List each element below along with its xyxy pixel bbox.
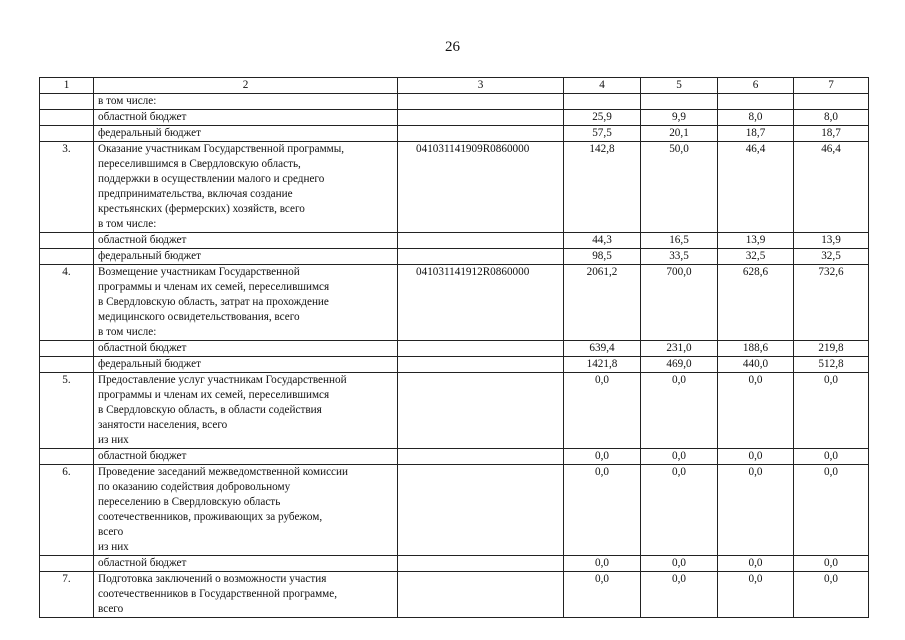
table-cell-c2: областной бюджет	[94, 341, 398, 357]
table-cell-c3	[398, 572, 564, 618]
table-cell-c7: 18,7	[794, 126, 869, 142]
table-cell-c2: федеральный бюджет	[94, 249, 398, 265]
table-row	[40, 572, 869, 618]
table-cell-c5: 20,1	[641, 126, 718, 142]
table-cell-c7: 46,4	[794, 142, 869, 233]
table-row	[40, 465, 869, 556]
table-cell-c2: областной бюджет	[94, 449, 398, 465]
table-cell-c5: 469,0	[641, 357, 718, 373]
table-cell-c4: 142,8	[564, 142, 641, 233]
table-cell-c3	[398, 465, 564, 556]
table-cell-c4: 0,0	[564, 556, 641, 572]
table-cell-c6: 0,0	[718, 449, 794, 465]
table-cell-c6: 188,6	[718, 341, 794, 357]
table-cell-c1: 4.	[40, 265, 94, 341]
table-cell-c5: 0,0	[641, 465, 718, 556]
table-cell-c1: 7.	[40, 572, 94, 618]
table-row	[40, 265, 869, 341]
table-cell-c4: 639,4	[564, 341, 641, 357]
table-row	[40, 233, 869, 249]
table-cell-c4: 0,0	[564, 572, 641, 618]
table-cell-c5: 0,0	[641, 449, 718, 465]
table-cell-c3	[398, 373, 564, 449]
page-number: 26	[445, 39, 460, 55]
table-cell-c7: 0,0	[794, 449, 869, 465]
table-cell-c7	[794, 94, 869, 110]
table-row	[40, 373, 869, 449]
table-cell-c1: 3.	[40, 142, 94, 233]
table-cell-c3	[398, 94, 564, 110]
table-cell-c3: 041031141912R0860000	[398, 265, 564, 341]
table-cell-c6: 440,0	[718, 357, 794, 373]
table-row	[40, 249, 869, 265]
column-header: 6	[718, 78, 794, 94]
table-row	[40, 449, 869, 465]
table-cell-c1: 6.	[40, 465, 94, 556]
table-cell-c5: 16,5	[641, 233, 718, 249]
table-cell-c3	[398, 357, 564, 373]
table-cell-c6: 32,5	[718, 249, 794, 265]
table-cell-c1	[40, 249, 94, 265]
table-cell-c3	[398, 449, 564, 465]
table-cell-c7: 13,9	[794, 233, 869, 249]
table-cell-c2: федеральный бюджет	[94, 357, 398, 373]
column-header: 7	[794, 78, 869, 94]
table-cell-c4	[564, 94, 641, 110]
table-cell-c6: 0,0	[718, 572, 794, 618]
table-cell-c1: 5.	[40, 373, 94, 449]
column-header: 2	[94, 78, 398, 94]
table-cell-c4: 1421,8	[564, 357, 641, 373]
table-cell-c7: 0,0	[794, 556, 869, 572]
table-cell-c7: 732,6	[794, 265, 869, 341]
table-cell-c3	[398, 341, 564, 357]
table-cell-c3	[398, 126, 564, 142]
table-cell-c4: 2061,2	[564, 265, 641, 341]
table-cell-c3	[398, 556, 564, 572]
table-cell-c5: 0,0	[641, 373, 718, 449]
table-cell-c7: 0,0	[794, 373, 869, 449]
table-cell-c7: 8,0	[794, 110, 869, 126]
table-cell-c1	[40, 357, 94, 373]
table-cell-c4: 98,5	[564, 249, 641, 265]
table-cell-c4: 57,5	[564, 126, 641, 142]
table-row	[40, 94, 869, 110]
table-cell-c2: Оказание участникам Государственной программы, переселившимся в Свердловскую область, поддержки в осуществлении малого и среднего предпринимательства, включая создание крестьянских (фермерских) хозяйств, всего в том числе:	[94, 142, 398, 233]
table-cell-c3	[398, 233, 564, 249]
table-cell-c2: Возмещение участникам Государственной программы и членам их семей, переселившимся в Свердловскую область, затрат на прохождение медицинского освидетельствования, всего в том числе:	[94, 265, 398, 341]
table-cell-c5: 231,0	[641, 341, 718, 357]
table-cell-c5: 0,0	[641, 556, 718, 572]
table-cell-c5: 50,0	[641, 142, 718, 233]
table-cell-c7: 219,8	[794, 341, 869, 357]
table-cell-c2: областной бюджет	[94, 110, 398, 126]
table-row	[40, 357, 869, 373]
table-cell-c6	[718, 94, 794, 110]
table-cell-c5: 0,0	[641, 572, 718, 618]
table-cell-c2: Проведение заседаний межведомственной комиссии по оказанию содействия добровольному переселению в Свердловскую область соотечественников, проживающих за рубежом, всего из них	[94, 465, 398, 556]
table-cell-c2: областной бюджет	[94, 233, 398, 249]
column-header: 1	[40, 78, 94, 94]
table-cell-c1	[40, 341, 94, 357]
table-cell-c6: 8,0	[718, 110, 794, 126]
table-cell-c6: 46,4	[718, 142, 794, 233]
table-cell-c7: 0,0	[794, 465, 869, 556]
table-cell-c6: 628,6	[718, 265, 794, 341]
table-cell-c4: 0,0	[564, 373, 641, 449]
column-header: 3	[398, 78, 564, 94]
table-cell-c4: 0,0	[564, 465, 641, 556]
table-cell-c5: 700,0	[641, 265, 718, 341]
table-cell-c3: 041031141909R0860000	[398, 142, 564, 233]
column-header: 5	[641, 78, 718, 94]
table-cell-c7: 32,5	[794, 249, 869, 265]
table-cell-c5: 9,9	[641, 110, 718, 126]
table-cell-c1	[40, 449, 94, 465]
table-cell-c1	[40, 233, 94, 249]
table-cell-c1	[40, 94, 94, 110]
table-cell-c2: в том числе:	[94, 94, 398, 110]
table-cell-c6: 0,0	[718, 373, 794, 449]
table-cell-c6: 0,0	[718, 556, 794, 572]
table-cell-c2: Подготовка заключений о возможности участия соотечественников в Государственной программе, всего	[94, 572, 398, 618]
budget-table	[39, 77, 869, 618]
table-cell-c2: областной бюджет	[94, 556, 398, 572]
table-cell-c6: 0,0	[718, 465, 794, 556]
table-row	[40, 126, 869, 142]
table-row	[40, 142, 869, 233]
table-cell-c6: 18,7	[718, 126, 794, 142]
table-cell-c1	[40, 110, 94, 126]
table-cell-c4: 25,9	[564, 110, 641, 126]
table-row	[40, 110, 869, 126]
table-header-row	[40, 78, 869, 94]
table-cell-c3	[398, 110, 564, 126]
table-cell-c4: 0,0	[564, 449, 641, 465]
table-cell-c2: федеральный бюджет	[94, 126, 398, 142]
table-cell-c3	[398, 249, 564, 265]
table-cell-c5: 33,5	[641, 249, 718, 265]
table-cell-c5	[641, 94, 718, 110]
table-cell-c7: 512,8	[794, 357, 869, 373]
table-cell-c1	[40, 126, 94, 142]
table-cell-c1	[40, 556, 94, 572]
table-cell-c6: 13,9	[718, 233, 794, 249]
table-cell-c4: 44,3	[564, 233, 641, 249]
table-cell-c7: 0,0	[794, 572, 869, 618]
table-cell-c2: Предоставление услуг участникам Государственной программы и членам их семей, переселившимся в Свердловскую область, в области содействия занятости населения, всего из них	[94, 373, 398, 449]
column-header: 4	[564, 78, 641, 94]
table-row	[40, 341, 869, 357]
table-row	[40, 556, 869, 572]
